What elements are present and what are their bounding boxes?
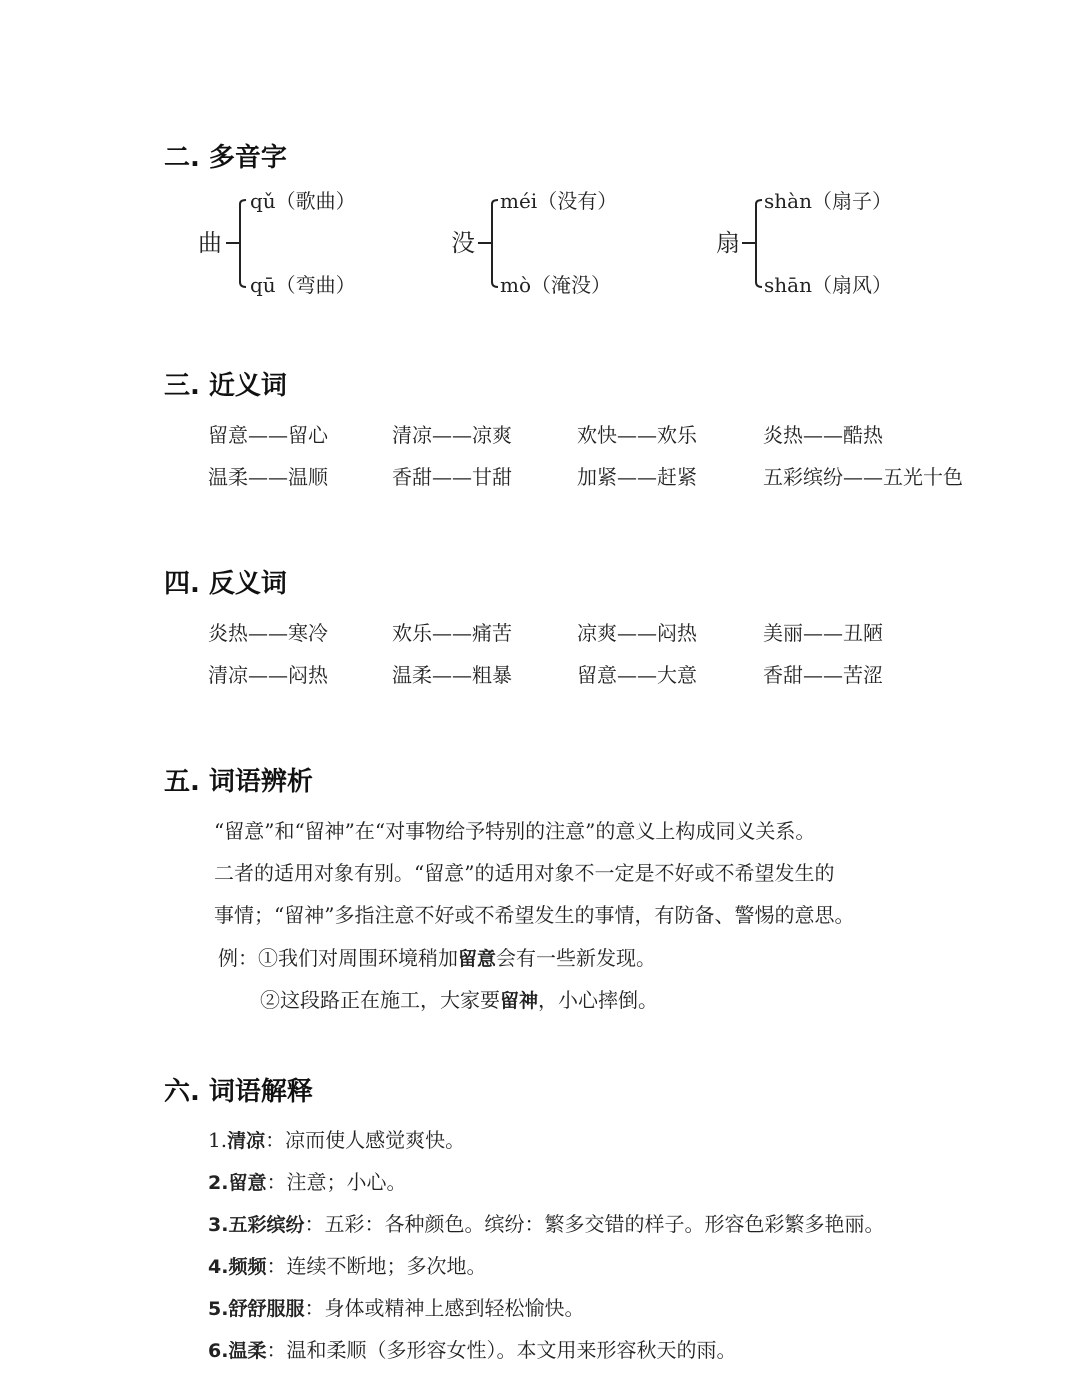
analysis-line: “留意”和“留神”在“对事物给予特别的注意”的意义上构成同义关系。 bbox=[214, 819, 816, 843]
synonym-pair: 炎热——酷热 bbox=[763, 423, 883, 447]
antonym-pair: 温柔——粗暴 bbox=[392, 663, 512, 687]
synonym-pair: 香甜——甘甜 bbox=[392, 465, 512, 489]
definition-number: 6. bbox=[208, 1340, 229, 1362]
definition-text: ：连续不断地；多次地。 bbox=[266, 1254, 487, 1278]
definition-number: 3. bbox=[208, 1214, 229, 1236]
antonym-pair: 欢乐——痛苦 bbox=[392, 621, 512, 645]
polyphonic-reading-bottom: shān（扇风） bbox=[764, 273, 892, 297]
synonym-row bbox=[208, 463, 1008, 505]
section-title-antonyms: 四. 反义词 bbox=[164, 569, 287, 599]
polyphonic-reading-top: shàn（扇子） bbox=[764, 189, 892, 213]
definition-item bbox=[208, 1252, 884, 1294]
antonym-pair: 留意——大意 bbox=[577, 663, 697, 687]
definition-text: ：身体或精神上感到轻松愉快。 bbox=[304, 1296, 585, 1320]
antonym-pair: 炎热——寒冷 bbox=[208, 621, 328, 645]
polyphonic-char: 扇 bbox=[716, 229, 740, 257]
example-suffix: ，小心摔倒。 bbox=[538, 988, 659, 1012]
synonym-pair: 加紧——赶紧 bbox=[577, 465, 697, 489]
antonym-pair: 美丽——丑陋 bbox=[763, 621, 883, 645]
synonym-pair: 清凉——凉爽 bbox=[392, 423, 512, 447]
definition-item bbox=[208, 1168, 884, 1210]
polyphonic-char: 没 bbox=[451, 229, 475, 257]
example-keyword: 留意 bbox=[458, 948, 497, 970]
section-title-analysis: 五. 词语辨析 bbox=[164, 767, 313, 797]
synonym-row bbox=[208, 421, 1008, 463]
definition-text: ：注意；小心。 bbox=[266, 1170, 407, 1194]
polyphonic-reading-top: méi（没有） bbox=[500, 189, 618, 213]
definition-text: ：温和柔顺（多形容女性）。本文用来形容秋天的雨。 bbox=[266, 1338, 737, 1362]
polyphonic-reading-bottom: mò（淹没） bbox=[500, 273, 612, 297]
polyphonic-reading-top: qǔ（歌曲） bbox=[250, 189, 356, 213]
synonym-pair: 五彩缤纷——五光十色 bbox=[763, 465, 963, 489]
definition-text: ：五彩：各种颜色。缤纷：繁多交错的样子。形容色彩繁多艳丽。 bbox=[304, 1212, 885, 1236]
antonym-row bbox=[208, 619, 1008, 661]
synonym-pair: 温柔——温顺 bbox=[208, 465, 328, 489]
example-prefix: 例：①我们对周围环境稍加 bbox=[218, 946, 458, 970]
synonym-grid bbox=[208, 421, 1008, 505]
definition-term: 留意 bbox=[228, 1172, 267, 1194]
definition-number: 4. bbox=[208, 1256, 229, 1278]
definition-term: 频频 bbox=[228, 1256, 267, 1278]
section-title-polyphonic: 二. 多音字 bbox=[164, 143, 287, 173]
definition-item bbox=[208, 1336, 884, 1378]
antonym-grid bbox=[208, 619, 1008, 703]
analysis-line: 事情；“留神”多指注意不好或不希望发生的事情，有防备、警惕的意思。 bbox=[214, 903, 855, 927]
definition-term: 温柔 bbox=[228, 1340, 267, 1362]
antonym-pair: 清凉——闷热 bbox=[208, 663, 328, 687]
synonym-pair: 欢快——欢乐 bbox=[577, 423, 697, 447]
analysis-line: 二者的适用对象有别。“留意”的适用对象不一定是不好或不希望发生的 bbox=[214, 861, 835, 885]
definition-number: 5. bbox=[208, 1298, 229, 1320]
definition-term: 清凉 bbox=[227, 1130, 266, 1152]
definition-item bbox=[208, 1210, 884, 1252]
definition-item bbox=[208, 1294, 884, 1336]
example-keyword: 留神 bbox=[500, 990, 539, 1012]
analysis-example bbox=[260, 986, 658, 1015]
definition-term: 舒舒服服 bbox=[228, 1298, 305, 1320]
synonym-pair: 留意——留心 bbox=[208, 423, 328, 447]
example-suffix: 会有一些新发现。 bbox=[496, 946, 657, 970]
antonym-row bbox=[208, 661, 1008, 703]
definition-item bbox=[208, 1126, 884, 1168]
analysis-example bbox=[218, 944, 656, 973]
antonym-pair: 凉爽——闷热 bbox=[577, 621, 697, 645]
definition-text: ：凉而使人感觉爽快。 bbox=[265, 1128, 466, 1152]
definition-list bbox=[208, 1126, 884, 1378]
polyphonic-reading-bottom: qū（弯曲） bbox=[250, 273, 356, 297]
example-prefix: ②这段路正在施工，大家要 bbox=[260, 988, 500, 1012]
definition-number: 1. bbox=[208, 1128, 228, 1152]
section-title-synonyms: 三. 近义词 bbox=[164, 371, 287, 401]
polyphonic-char: 曲 bbox=[198, 229, 222, 257]
definition-term: 五彩缤纷 bbox=[228, 1214, 305, 1236]
definition-number: 2. bbox=[208, 1172, 229, 1194]
antonym-pair: 香甜——苦涩 bbox=[763, 663, 883, 687]
section-title-definitions: 六. 词语解释 bbox=[164, 1077, 313, 1107]
